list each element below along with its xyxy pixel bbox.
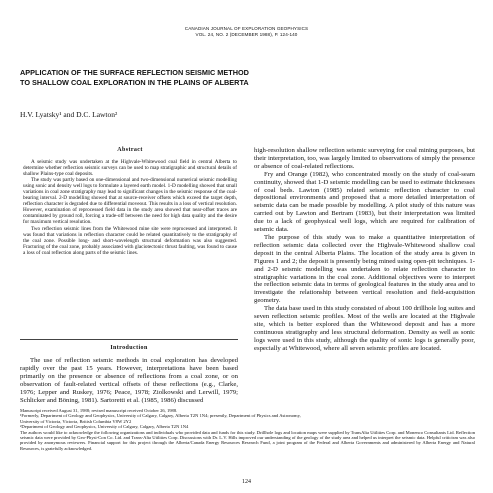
footnotes [20,408,475,451]
journal-header [0,26,493,38]
received-note: Manuscript received August 31, 1988; revised manuscript received October 26, 1988. [20,408,178,413]
title-line-1: APPLICATION OF THE SURFACE REFLECTION SEISMIC METHOD [20,68,249,77]
right-column-body [254,147,475,353]
abstract-paragraph: The study was partly based on one-dimensional and two-dimensional numerical seismic modelling using sonic and density well logs to formulate a layered earth model. 1-D modelling showed that small variations in coal zone stratigraphy may lead to significant changes in the seismic response of the coal-bearing interval. 2-D modelling showed that at source-receiver offsets which exceed the target depth, reflection character is degraded due to differential moveout. This results in a loss of vertical resolution. However, examination of reprocessed field data in the study area showed that near-offset traces are contaminated by ground roll, forcing a trade-off between the need for high data quality and the desire for maximum vertical resolution. [23,177,237,226]
introduction-paragraph: The use of reflection seismic methods in coal exploration has developed rapidly over the past 15 years. However, interpretations have been based primarily on the presence or absence of reflections from a coal zone, or on observation of fault-related vertical offsets of these reflections (e.g., Clarke, 1976; Lepper and Ruskey, 1976; Peace, 1978; Ziolkowski and Lerwill, 1979; Schlicker and Böning, 1981). Sartoretti et al. (1985, 1986) discussed [20,357,238,404]
acknowledgements: The authors would like to acknowledge the following organizations and individuals who provided data and funds for this study. Drillhole logs and location maps were supplied by TransAlta Utilities Corp. and Monenco Consultants Ltd. Reflection seismic data were provided by Geo-Physi-Con Co. Ltd. and Trans-Alta Utilities Corp. Discussions with Dr. L.V. Hills improved our understanding of the geology of the study area and helped us interpret the seismic data. Helpful criticism was also provided by anonymous reviewers. Financial support for this project through the Alberta/Canada Energy Resources Research Fund, a joint program of the Federal and Alberta Governments and administered by Alberta Energy and Natural Resources, is gratefully acknowledged. [20,429,475,451]
authors: H.V. Lyatsky¹ and D.C. Lawton² [20,110,118,119]
article-title [20,68,480,87]
section-divider [20,339,238,340]
journal-issue: VOL. 24, NO. 2 (DECEMBER 1988), P. 124-140 [195,32,298,37]
abstract-body [23,159,237,256]
affiliation-2: ²Department of Geology and Geophysics, University of Calgary, Calgary, Alberta T2N 1N4 [20,424,189,430]
page-number: 124 [242,479,251,485]
body-paragraph: Fry and Orange (1982), who concentrated mostly on the study of coal-seam continuity, showed that 1-D seismic modelling can be used to estimate thicknesses of coal beds. Lawton (1985) related seismic reflection character to coal depositional environments and proposed that a more detailed interpretation of seismic data can be made possible by modelling. A pilot study of this nature was carried out by Lawton and Bertram (1983), but their interpretation was limited due to a lack of geophysical well logs, which are required for calibration of seismic data. [254,170,475,234]
abstract-heading: Abstract [117,147,143,153]
abstract-paragraph: A seismic study was undertaken at the Highvale-Whitewood coal field in central Alberta to determine whether reflection seismic surveys can be used to map stratigraphic and structural details of shallow Plains-type coal deposits. [23,159,237,178]
body-paragraph: high-resolution shallow reflection seismic surveying for coal mining purposes, but their interpretation, too, was largely limited to observations of simply the presence or absence of coal-related reflections. [254,147,475,170]
affiliation-1b: University of Victoria, Victoria, British Columbia V8W 2Y2 [20,418,132,424]
journal-name: CANADIAN JOURNAL OF EXPLORATION GEOPHYSICS [184,26,309,31]
abstract-paragraph: Two reflection seismic lines from the Whitewood mine site were reprocessed and interpreted. It was found that variations in reflection character could be related quantitatively to the stratigraphy of the coal zone. Possible long- and short-wavelength structural deformation was also suggested. Fracturing of the coal zone, probably associated with glaciotectonic thrust faulting, was found to cause a loss of coal reflection along parts of the seismic lines. [23,225,237,256]
body-paragraph: The purpose of this study was to make a quantitative interpretation of reflection seismic data collected over the Highvale-Whitewood shallow coal deposit in the central Alberta Plains. The location of the study area is given in Figures 1 and 2; the deposit is presently being mined using open-pit techniques. 1- and 2-D seismic modelling was undertaken to relate reflection character to stratigraphic variations in the coal zone. Additional objectives were to interpret the reflection seismic data in terms of geological features in the study area and to investigate the relationship between vertical resolution and field-acquisition geometry. [254,233,475,305]
body-paragraph: The data base used in this study consisted of about 100 drillhole log suites and seven reflection seismic profiles. Most of the wells are located at the Highvale site, which is better explored than the Whitewood deposit and has a more continuous stratigraphy and less structural deformation. Density as well as sonic logs were used in this study, although the quality of sonic logs is generally poor, especially at Whitewood, where all seven seismic profiles are located. [254,305,475,352]
introduction-heading: Introduction [110,345,148,351]
title-line-2: TO SHALLOW COAL EXPLORATION IN THE PLAINS OF ALBERTA [20,77,249,87]
affiliation-1a: ¹Formerly, Department of Geology and Geophysics, University of Calgary, Calgary, Alberta T2N 1N4; presently, Department of Physics and Astronomy, [20,413,301,419]
abstract-section [23,147,237,256]
introduction-body [20,357,238,404]
